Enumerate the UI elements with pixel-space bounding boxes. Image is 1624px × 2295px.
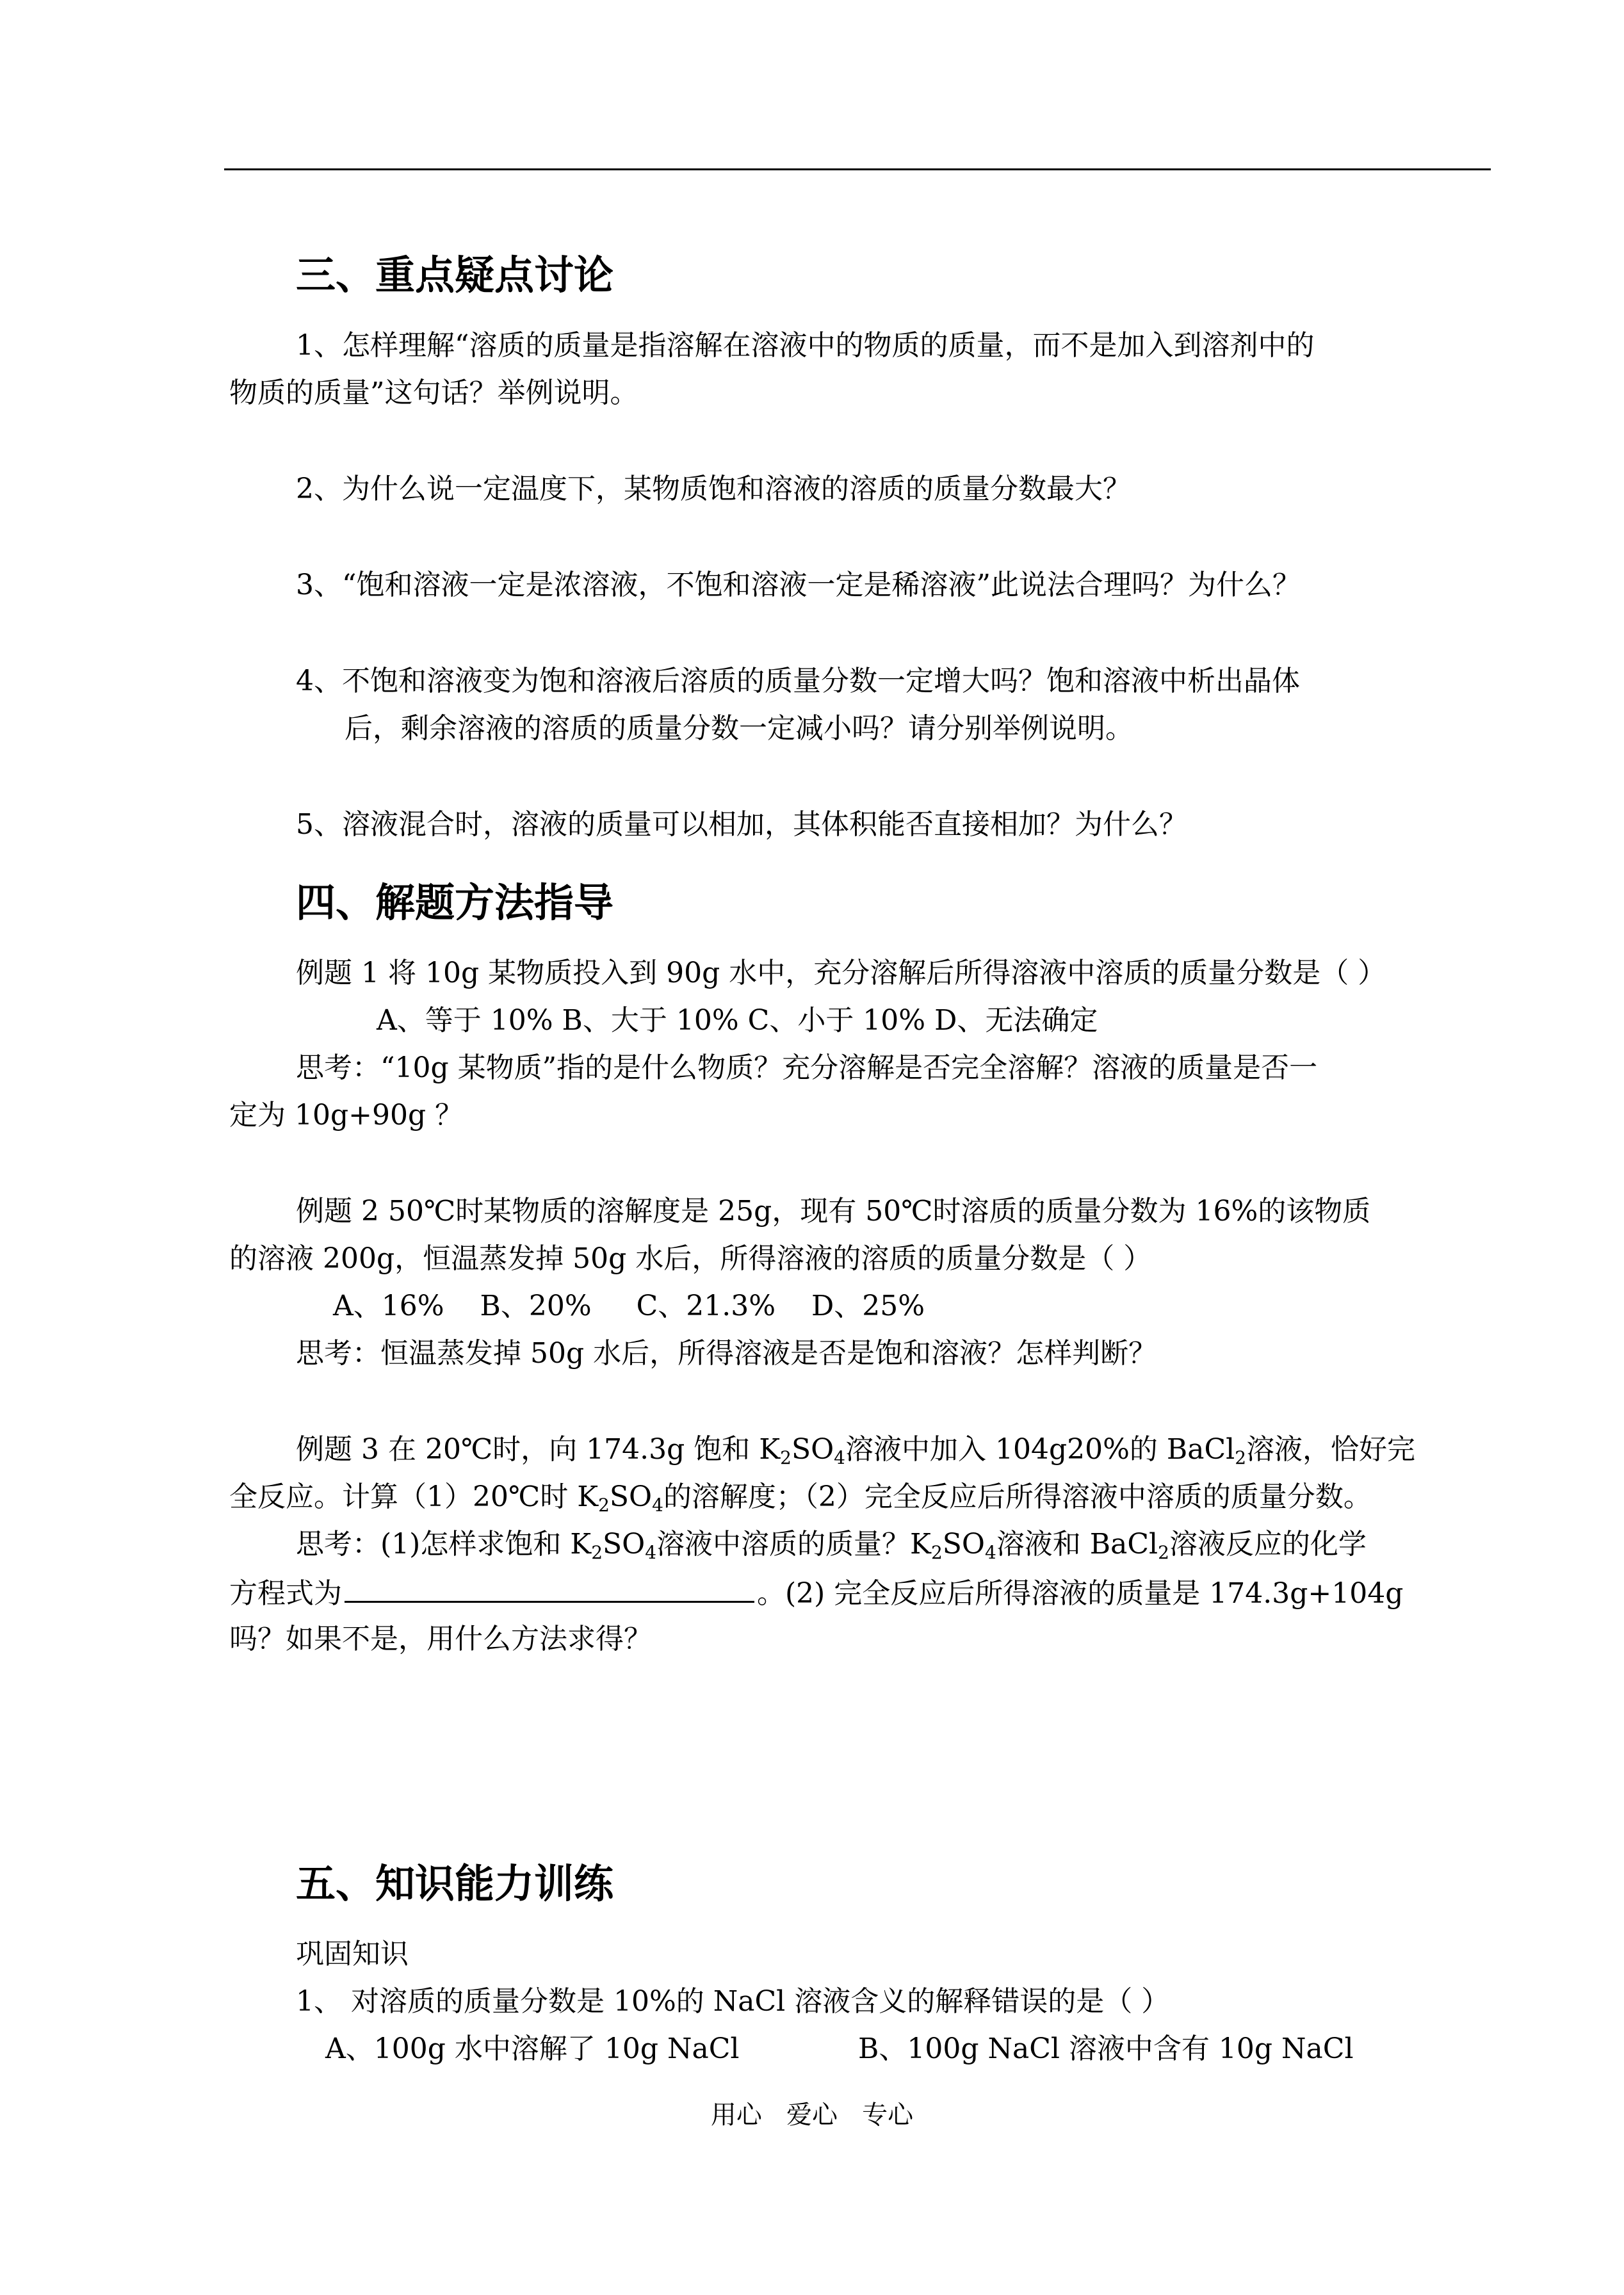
text-span: 例题 3 在 20℃时，向 174.3g 饱和 K [296,1433,781,1466]
text-span: 溶液中加入 104g20%的 BaCl [845,1433,1235,1466]
section-3-question-1-line-2: 物质的质量”这句话？举例说明。 [229,377,638,409]
text-span: 的溶解度；（2）完全反应后所得溶液中溶质的质量分数。 [663,1480,1372,1513]
section-3-question-5: 5、溶液混合时，溶液的质量可以相加，其体积能否直接相加？为什么？ [296,808,1187,841]
text-span: SO [603,1528,646,1561]
example-1-think-line-2: 定为 10g+90g ？ [229,1099,464,1131]
example-3-think-line-2 [229,1573,1403,1613]
subscript: 4 [834,1447,845,1468]
subscript: 2 [1158,1542,1169,1563]
section-3-question-4-line-2: 后，剩余溶液的溶质的质量分数一定减小吗？请分别举例说明。 [345,712,1133,745]
example-3-think-line-1 [296,1525,1367,1564]
section-3-heading: 三、重点疑点讨论 [296,252,614,298]
example-3-think-line-3: 吗？如果不是，用什么方法求得？ [229,1623,652,1655]
section-5-heading: 五、知识能力训练 [296,1860,614,1907]
text-span: 溶液中溶质的质量？K [656,1528,931,1561]
example-1-question: 例题 1 将 10g 某物质投入到 90g 水中，充分溶解后所得溶液中溶质的质量分数是（ ） [296,957,1386,989]
example-3-line-1 [296,1431,1415,1469]
text-span: 溶液和 BaCl [996,1528,1158,1561]
section-3-question-3: 3、“饱和溶液一定是浓溶液，不饱和溶液一定是稀溶液”此说法合理吗？为什么？ [296,569,1301,601]
subscript: 4 [652,1495,663,1516]
subscript: 2 [591,1542,603,1563]
example-1-options: A、等于 10% B、大于 10% C、小于 10% D、无法确定 [377,1004,1098,1037]
text-span: 全反应。计算（1）20℃时 K [229,1480,599,1513]
text-span: SO [609,1480,653,1513]
text-span: SO [942,1528,985,1561]
subscript: 2 [930,1542,943,1563]
example-2-options: A、16% B、20% C、21.3% D、25% [333,1290,925,1322]
section-5-subheading: 巩固知识 [296,1938,409,1970]
text-span: 。(2) 完全反应后所得溶液的质量是 174.3g+104g [757,1577,1404,1610]
example-3-line-2 [229,1478,1372,1516]
example-2-line-1: 例题 2 50℃时某物质的溶解度是 25g，现有 50℃时溶质的质量分数为 16%的该物质 [296,1195,1371,1228]
section-3-question-2: 2、为什么说一定温度下，某物质饱和溶液的溶质的质量分数最大？ [296,473,1131,505]
example-2-think: 思考：恒温蒸发掉 50g 水后，所得溶液是否是饱和溶液？怎样判断？ [296,1337,1157,1370]
page-footer: 用心 爱心 专心 [710,2100,914,2130]
section-5-question-1: 1、 对溶质的质量分数是 10%的 NaCl 溶液含义的解释错误的是（ ） [296,1985,1170,2018]
section-4-heading: 四、解题方法指导 [296,879,614,926]
header-rule [224,168,1491,170]
subscript: 2 [1235,1447,1247,1468]
answer-blank[interactable] [345,1573,754,1603]
section-5-question-1-option-a: A、100g 水中溶解了 10g NaCl [325,2032,740,2065]
subscript: 2 [780,1447,792,1468]
text-span: 思考：(1)怎样求饱和 K [296,1528,592,1561]
example-1-think-line-1: 思考：“10g 某物质”指的是什么物质？充分溶解是否完全溶解？溶液的质量是否一 [296,1051,1318,1084]
subscript: 4 [984,1542,996,1563]
subscript: 4 [645,1542,657,1563]
section-5-question-1-option-b: B、100g NaCl 溶液中含有 10g NaCl [858,2032,1354,2065]
section-3-question-1-line-1: 1、怎样理解“溶质的质量是指溶解在溶液中的物质的质量，而不是加入到溶剂中的 [296,329,1315,362]
text-span: 方程式为 [229,1577,342,1610]
text-span: 溶液反应的化学 [1169,1528,1367,1561]
text-span: 溶液，恰好完 [1246,1433,1416,1466]
text-span: SO [791,1433,834,1466]
example-2-line-2: 的溶液 200g，恒温蒸发掉 50g 水后，所得溶液的溶质的质量分数是（ ） [229,1242,1152,1275]
subscript: 2 [598,1495,610,1516]
section-3-question-4-line-1: 4、不饱和溶液变为饱和溶液后溶质的质量分数一定增大吗？饱和溶液中析出晶体 [296,665,1300,697]
